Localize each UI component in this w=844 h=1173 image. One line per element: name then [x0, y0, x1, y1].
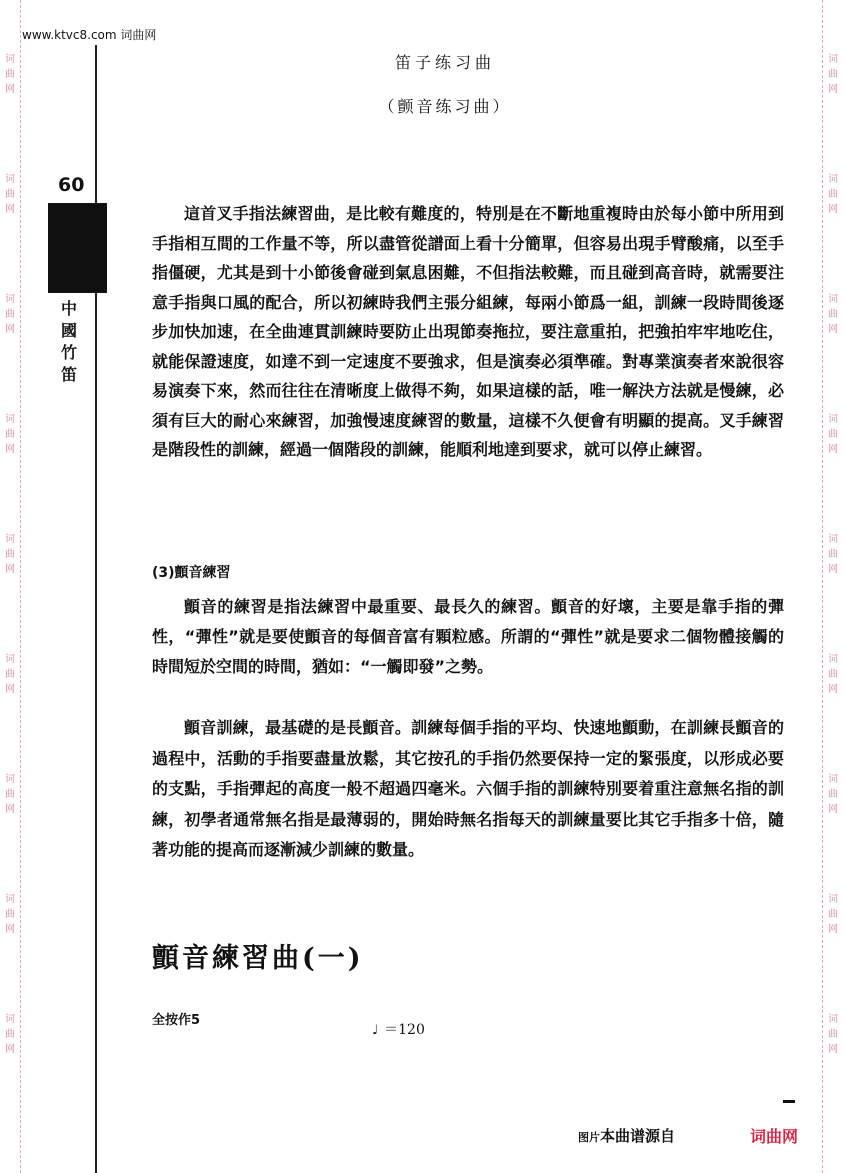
watermark-char: 曲 [828, 669, 838, 680]
watermark-group [3, 892, 17, 937]
watermark-group [3, 532, 17, 577]
book-title-char: 竹 [60, 343, 77, 362]
watermark-char: 曲 [828, 69, 838, 80]
book-title-char: 笛 [60, 365, 77, 384]
site-logo[interactable]: 词曲网 [750, 1127, 799, 1146]
watermark-char: 曲 [5, 789, 15, 800]
watermark-group [3, 1012, 17, 1057]
watermark-char: 曲 [5, 69, 15, 80]
watermark-char: 曲 [828, 909, 838, 920]
watermark-group [826, 1012, 840, 1057]
watermark-char: 网 [828, 684, 838, 695]
watermark-group [826, 172, 840, 217]
watermark-group [3, 52, 17, 97]
watermark-char: 网 [828, 444, 838, 455]
quarter-note-icon: ♩ [372, 1023, 379, 1038]
watermark-group [826, 52, 840, 97]
chapter-tab [48, 203, 107, 293]
watermark-char: 曲 [5, 309, 15, 320]
watermark-char: 网 [828, 1044, 838, 1055]
footer-prefix: 图片 [578, 1131, 600, 1144]
paragraph-cross-fingering: 這首叉手指法練習曲，是比較有難度的，特別是在不斷地重複時由於每小節中所用到手指相互間的工作量不等，所以盡管從譜面上看十分簡單，但容易出現手臂酸痛，以至手指僵硬，尤其是到十小節後會碰到氣息困難，不但指法較難，而且碰到高音時，就需要注意手指與口風的配合，所以初練時我們主張分組練，每兩小節爲一組，訓練一段時間後逐步加快加速，在全曲連貫訓練時要防止出現節奏拖拉，要注意重拍，把強拍牢牢地吃住，就能保證速度，如達不到一定速度不要強求，但是演奏必須準確。對專業演奏者來說很容易演奏下來，然而往往在清晰度上做得不夠，如果這樣的話，唯一解決方法就是慢練，必須有巨大的耐心來練習，加強慢速度練習的數量，這樣不久便會有明顯的提高。叉手練習是階段性的訓練，經過一個階段的訓練，能順利地達到要求，就可以停止練習。 [152, 204, 784, 459]
paragraph-trill-training: 顫音訓練，最基礎的是長顫音。訓練每個手指的平均、快速地顫動，在訓練長顫音的過程中，活動的手指要盡量放鬆，其它按孔的手指仍然要保持一定的緊張度，以形成必要的支點，手指彈起的高度一般不超過四毫米。六個手指的訓練特別要着重注意無名指的訓練，初學者通常無名指是最薄弱的，開始時無名指每天的訓練量要比其它手指多十倍，隨著功能的提高而逐漸減少訓練的數量。 [152, 718, 784, 859]
footer-source-text: 本曲谱源自 [600, 1127, 676, 1145]
watermark-char: 词 [828, 654, 838, 665]
watermark-group [826, 772, 840, 817]
watermark-char: 词 [5, 414, 15, 425]
watermark-char: 网 [5, 564, 15, 575]
watermark-group [826, 892, 840, 937]
watermark-char: 词 [5, 654, 15, 665]
watermark-char: 词 [828, 534, 838, 545]
watermark-char: 曲 [828, 189, 838, 200]
watermark-char: 词 [5, 534, 15, 545]
paragraph-trill-intro: 顫音的練習是指法練習中最重要、最長久的練習。顫音的好壞，主要是靠手指的彈性，“彈性”就是要使顫音的每個音富有顆粒感。所謂的“彈性”就是要求二個物體接觸的時間短於空間的時間，猶如：“一觸即發”之勢。 [152, 597, 784, 676]
watermark-char: 词 [5, 1014, 15, 1025]
watermark-group [3, 292, 17, 337]
watermark-group [3, 772, 17, 817]
watermark-char: 网 [5, 684, 15, 695]
watermark-char: 词 [828, 1014, 838, 1025]
watermark-char: 词 [828, 54, 838, 65]
watermark-char: 词 [5, 294, 15, 305]
watermark-char: 词 [828, 414, 838, 425]
right-watermark-strip [822, 0, 843, 1173]
watermark-char: 曲 [828, 429, 838, 440]
left-watermark-strip [0, 0, 21, 1173]
watermark-char: 词 [828, 894, 838, 905]
watermark-char: 词 [5, 894, 15, 905]
watermark-char: 网 [828, 564, 838, 575]
watermark-char: 曲 [5, 429, 15, 440]
page-number: 60 [58, 174, 85, 196]
site-url[interactable]: www.ktvc8.com 词曲网 [22, 28, 157, 42]
watermark-char: 曲 [828, 309, 838, 320]
watermark-group [3, 412, 17, 457]
watermark-char: 词 [828, 174, 838, 185]
tempo-marking [372, 1019, 425, 1039]
watermark-group [3, 172, 17, 217]
footer-source [578, 1125, 675, 1146]
watermark-char: 词 [5, 54, 15, 65]
book-side-title [58, 298, 80, 386]
watermark-char: 网 [5, 204, 15, 215]
tempo-value: ＝120 [384, 1022, 425, 1038]
watermark-char: 曲 [5, 669, 15, 680]
watermark-char: 网 [5, 84, 15, 95]
watermark-group [3, 652, 17, 697]
watermark-char: 曲 [828, 549, 838, 560]
watermark-char: 词 [828, 294, 838, 305]
watermark-group [826, 412, 840, 457]
watermark-char: 网 [828, 924, 838, 935]
page-title: 笛子练习曲 [394, 53, 495, 72]
watermark-char: 网 [5, 1044, 15, 1055]
watermark-char: 词 [828, 774, 838, 785]
watermark-char: 曲 [5, 549, 15, 560]
watermark-char: 曲 [5, 189, 15, 200]
watermark-char: 曲 [828, 789, 838, 800]
fingering-note: 全按作5 [152, 1013, 201, 1028]
book-title-char: 國 [60, 321, 77, 340]
book-title-char: 中 [60, 299, 77, 318]
watermark-char: 网 [828, 324, 838, 335]
watermark-group [826, 532, 840, 577]
watermark-char: 词 [5, 174, 15, 185]
watermark-group [826, 652, 840, 697]
watermark-char: 网 [828, 804, 838, 815]
watermark-char: 网 [5, 324, 15, 335]
watermark-group [826, 292, 840, 337]
watermark-char: 网 [5, 924, 15, 935]
watermark-char: 词 [5, 774, 15, 785]
watermark-char: 网 [5, 804, 15, 815]
page-dash-mark [783, 1100, 795, 1103]
section-heading: (3)顫音練習 [152, 565, 231, 581]
piece-title: 顫音練習曲(一) [152, 943, 364, 974]
watermark-char: 曲 [5, 1029, 15, 1040]
watermark-char: 网 [828, 204, 838, 215]
page-subtitle: （颤音练习曲） [378, 97, 512, 116]
watermark-char: 曲 [828, 1029, 838, 1040]
watermark-char: 网 [5, 444, 15, 455]
watermark-char: 网 [828, 84, 838, 95]
watermark-char: 曲 [5, 909, 15, 920]
